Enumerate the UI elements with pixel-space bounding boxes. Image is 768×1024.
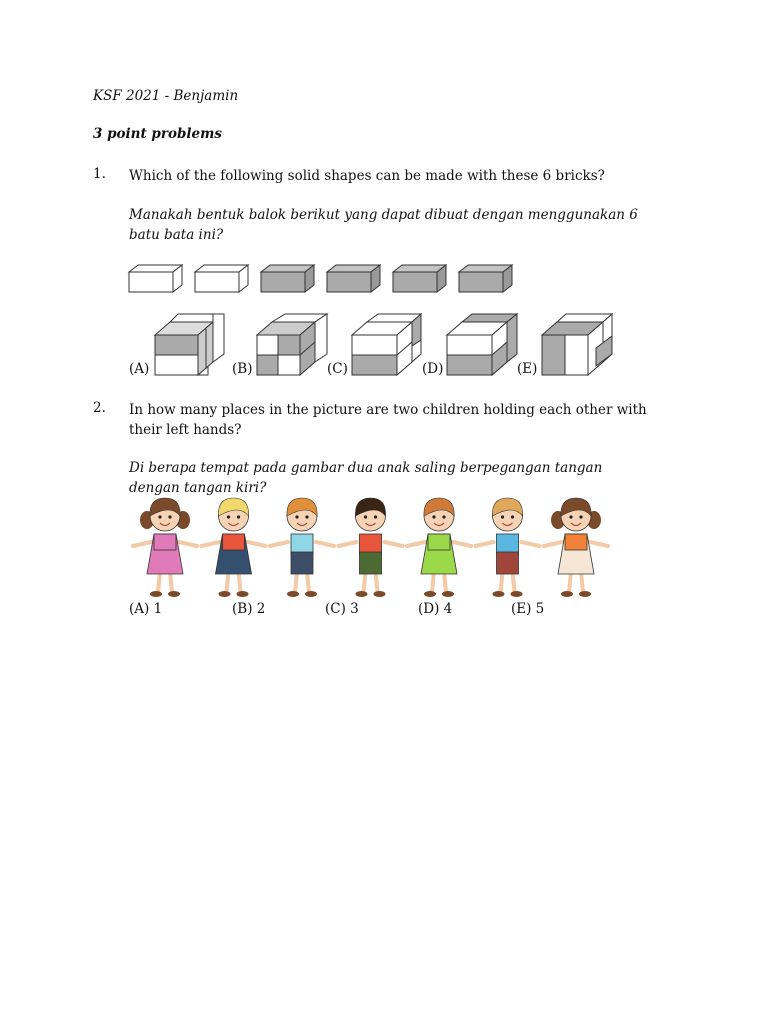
q1-option-e[interactable]: (E): [517, 361, 538, 377]
document-header: KSF 2021 - Benjamin: [93, 88, 239, 104]
child-figure: [270, 498, 334, 597]
option-b-shape: [257, 314, 327, 375]
q1-option-c[interactable]: (C): [327, 361, 348, 377]
brick-white: [129, 265, 182, 292]
child-figure: [476, 498, 540, 597]
children-figure: [0, 494, 768, 604]
brick-gray: [393, 265, 446, 292]
option-a-shape: [155, 314, 224, 375]
q1-options-figure: [0, 310, 768, 380]
q2-option-e[interactable]: (E) 5: [511, 601, 545, 617]
brick-gray: [261, 265, 314, 292]
q2-option-d[interactable]: (D) 4: [418, 601, 453, 617]
section-title: 3 point problems: [93, 126, 223, 142]
q2-option-a[interactable]: (A) 1: [129, 601, 163, 617]
child-figure: [407, 498, 471, 597]
child-figure: [339, 498, 403, 597]
brick-gray: [459, 265, 512, 292]
q1-text-en: Which of the following solid shapes can be made with these 6 bricks?: [129, 168, 605, 184]
q1-option-d[interactable]: (D): [422, 361, 444, 377]
q1-number: 1.: [93, 166, 106, 182]
q2-option-b[interactable]: (B) 2: [232, 601, 266, 617]
q1-option-a[interactable]: (A): [129, 361, 150, 377]
q2-text-en: In how many places in the picture are two children holding each other with their left hands?: [129, 402, 647, 438]
option-e-shape: [542, 314, 612, 375]
brick-white: [195, 265, 248, 292]
option-c-shape: [352, 314, 421, 375]
brick-gray: [327, 265, 380, 292]
q1-text-id: Manakah bentuk balok berikut yang dapat dibuat dengan menggunakan 6 batu bata ini?: [129, 207, 638, 243]
bricks-figure: [0, 255, 768, 315]
child-figure: [133, 498, 197, 597]
q2-text-id: Di berapa tempat pada gambar dua anak saling berpegangan tangan dengan tangan kiri?: [129, 460, 603, 496]
child-figure: [544, 498, 608, 597]
option-d-shape: [447, 314, 517, 375]
q1-option-b[interactable]: (B): [232, 361, 253, 377]
child-figure: [202, 498, 266, 597]
q2-number: 2.: [93, 400, 106, 416]
q2-option-c[interactable]: (C) 3: [325, 601, 359, 617]
